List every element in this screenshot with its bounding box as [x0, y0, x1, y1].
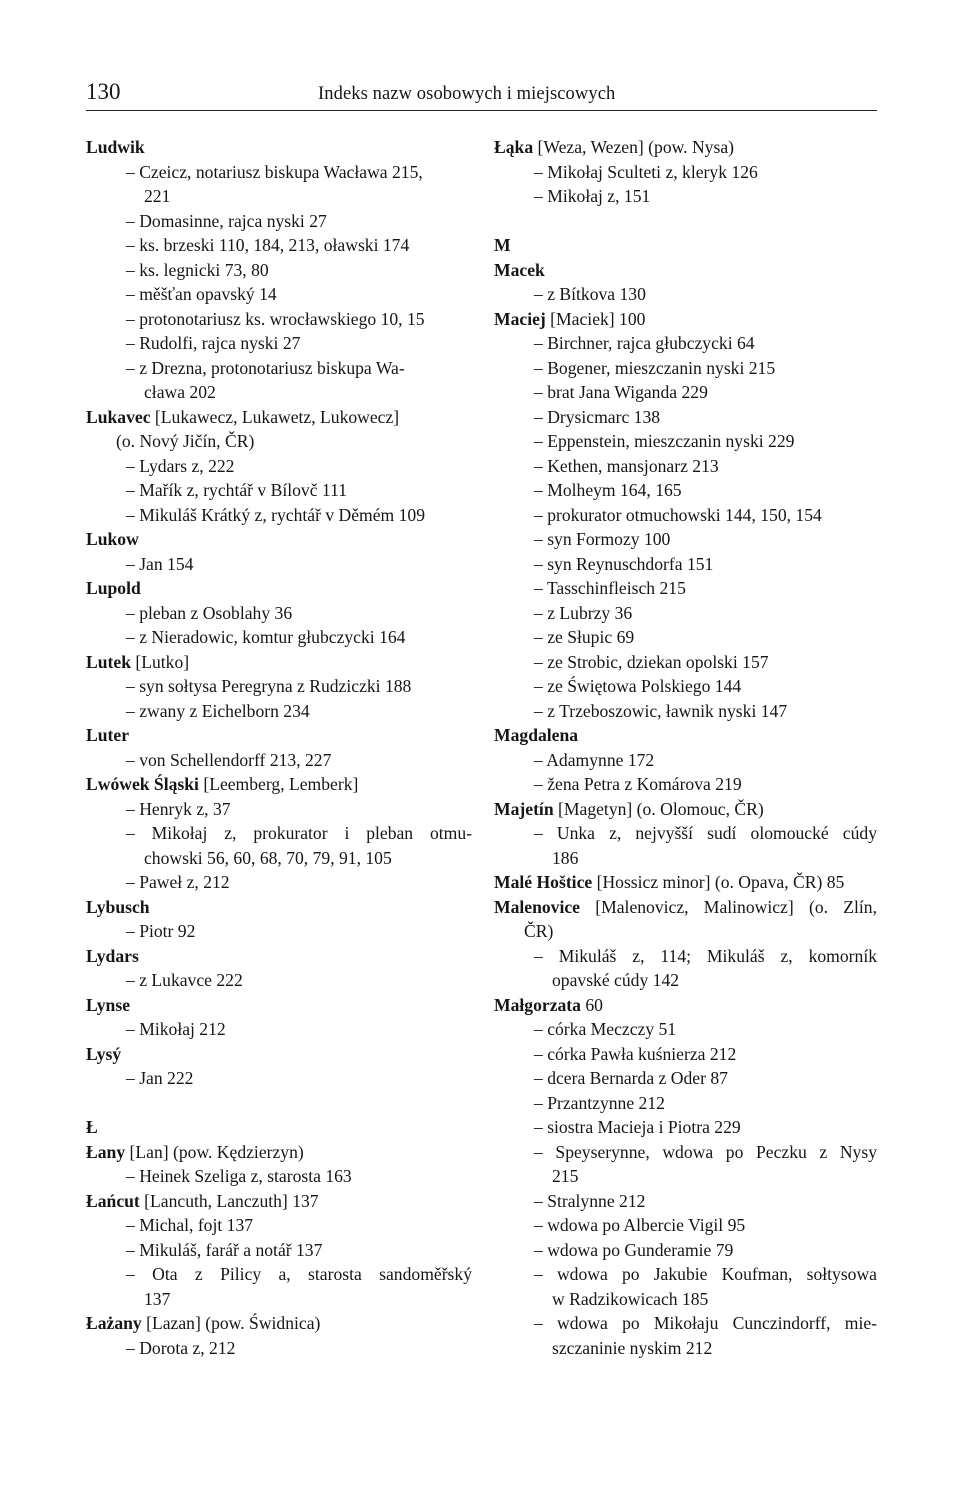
index-entry-heading	[494, 797, 877, 822]
index-subentry-continuation: w Radzikowicach 185	[552, 1288, 709, 1309]
index-entry-heading	[494, 993, 877, 1018]
index-subentry: – Drysicmarc 138	[534, 406, 661, 427]
index-subentry: – žena Petra z Komárova 219	[534, 774, 742, 794]
index-entry-heading: Lysý	[86, 1043, 122, 1064]
index-subentry: – Mikuláš, farář a notář 137	[126, 1239, 323, 1260]
index-subentry: – Unka z, nejvyšší sudí olomoucké cúdy	[534, 823, 877, 843]
index-entry-heading: M	[494, 235, 511, 255]
section-gap	[86, 1091, 472, 1116]
index-subentry-continuation: 215	[552, 1166, 579, 1186]
index-column-right	[494, 135, 877, 1360]
index-entry-term: Majetín	[494, 798, 554, 819]
index-entry-term: Łany	[86, 1141, 126, 1162]
index-entry-term: Lwówek Śląski	[86, 774, 199, 794]
index-entry-variants: [Lazan] (pow. Świdnica)	[141, 1313, 321, 1333]
index-entry-variants: [Malenovicz, Malinowicz] (o. Zlín,	[579, 896, 877, 917]
index-entry-heading: Macek	[494, 259, 545, 280]
index-subentry: – Michal, fojt 137	[126, 1215, 254, 1235]
index-subentry-continuation: 186	[552, 847, 579, 868]
index-entry-term: Łańcut	[86, 1190, 140, 1211]
index-subentry: – Bogener, mieszczanin nyski 215	[534, 357, 776, 378]
index-subentry: – Henryk z, 37	[126, 798, 231, 819]
index-entry-heading	[494, 135, 877, 160]
index-subentry: – Eppenstein, mieszczanin nyski 229	[534, 431, 795, 451]
index-entry-heading	[86, 650, 472, 675]
index-subentry: – Lydars z, 222	[126, 455, 235, 476]
index-subentry: – Rudolfi, rajca nyski 27	[126, 333, 301, 353]
index-entry-heading	[86, 772, 472, 797]
index-entry-term: Małgorzata	[494, 994, 581, 1015]
index-subentry-continuation: szczaninie nyskim 212	[552, 1337, 713, 1358]
index-subentry: – z Nieradowic, komtur głubczycki 164	[126, 627, 406, 647]
index-subentry: – Heinek Szeliga z, starosta 163	[126, 1166, 352, 1186]
index-entry-variants: 60	[580, 994, 603, 1015]
index-subentry: – z Trzeboszowic, ławnik nyski 147	[534, 700, 788, 721]
index-entry-heading: Ludwik	[86, 137, 145, 157]
index-subentry: – z Lubrzy 36	[534, 602, 633, 623]
index-entry-heading: Lydars	[86, 945, 139, 966]
index-subentry: – brat Jana Wiganda 229	[534, 382, 708, 402]
index-entry-heading: Lupold	[86, 578, 141, 598]
index-subentry: – Mikołaj z, 151	[534, 186, 651, 206]
index-subentry: – ks. brzeski 110, 184, 213, oławski 174	[126, 235, 410, 255]
index-subentry: – wdowa po Mikołaju Cunczindorff, mie-	[534, 1313, 877, 1333]
index-subentry: – wdowa po Jakubie Koufman, sołtysowa	[534, 1264, 877, 1284]
index-subentry: – wdowa po Albercie Vigil 95	[534, 1215, 746, 1235]
index-entry-term: Łażany	[86, 1313, 142, 1333]
index-entry-term: Łąka	[494, 137, 534, 157]
index-subentry-continuation: 221	[144, 186, 171, 206]
index-entry-heading	[494, 307, 877, 332]
index-subentry: – Adamynne 172	[534, 749, 655, 770]
index-subentry: – ks. legnicki 73, 80	[126, 259, 269, 280]
index-entry-heading	[494, 870, 877, 895]
index-subentry: – Dorota z, 212	[126, 1337, 236, 1358]
index-entry-heading: Magdalena	[494, 725, 579, 745]
index-entry-heading: Lybusch	[86, 896, 150, 917]
index-subentry: – ze Świętowa Polskiego 144	[534, 676, 742, 696]
index-entry-continuation: (o. Nový Jičín, ČR)	[116, 431, 255, 451]
index-subentry: – Mikołaj z, prokurator i pleban otmu-	[126, 823, 472, 843]
index-subentry: – ze Strobic, dziekan opolski 157	[534, 651, 769, 672]
index-entry-continuation: ČR)	[524, 921, 554, 941]
index-entry-variants: [Lancuth, Lanczuth] 137	[139, 1190, 319, 1211]
index-subentry: – Mikuláš z, 114; Mikuláš z, komorník	[534, 945, 877, 966]
index-subentry-continuation: chowski 56, 60, 68, 70, 79, 91, 105	[144, 847, 392, 868]
section-gap	[494, 209, 877, 234]
index-subentry: – Jan 154	[126, 553, 194, 574]
index-subentry: – córka Pawła kuśnierza 212	[534, 1043, 737, 1064]
index-subentry: – Birchner, rajca głubczycki 64	[534, 333, 755, 353]
index-entry-variants: [Lan] (pow. Kędzierzyn)	[125, 1141, 304, 1162]
index-entry-heading	[86, 405, 472, 430]
index-entry-variants: [Hossicz minor] (o. Opava, ČR) 85	[592, 872, 845, 892]
index-entry-heading: Ł	[86, 1117, 98, 1137]
page-header	[86, 78, 877, 111]
index-entry-term: Lutek	[86, 651, 131, 672]
index-subentry: – Mikuláš Krátký z, rychtář v Děmém 109	[126, 504, 426, 525]
index-entry-heading: Luter	[86, 725, 129, 745]
running-title: Indeks nazw osobowych i miejscowych	[318, 84, 616, 104]
index-entry-term: Malé Hoštice	[494, 872, 593, 892]
index-entry-variants: [Weza, Wezen] (pow. Nysa)	[533, 137, 734, 157]
index-subentry: – Ota z Pilicy a, starosta sandoměřský	[126, 1264, 472, 1284]
index-subentry: – Kethen, mansjonarz 213	[534, 455, 719, 476]
index-subentry: – Przantzynne 212	[534, 1092, 665, 1113]
index-subentry: – pleban z Osoblahy 36	[126, 602, 293, 623]
index-subentry: – syn Formozy 100	[534, 529, 671, 549]
index-subentry: – Mikołaj 212	[126, 1019, 226, 1039]
index-entry-variants: [Magetyn] (o. Olomouc, ČR)	[553, 798, 764, 819]
index-entry-variants: [Maciek] 100	[545, 308, 646, 329]
index-subentry: – Mařík z, rychtář v Bílovč 111	[126, 480, 348, 500]
index-entry-heading	[86, 1140, 472, 1165]
index-entry-term: Malenovice	[494, 896, 580, 917]
index-entry-term: Maciej	[494, 308, 546, 329]
index-subentry: – von Schellendorff 213, 227	[126, 749, 332, 770]
index-entry-heading	[86, 1311, 472, 1336]
index-subentry: – syn Reynuschdorfa 151	[534, 553, 714, 574]
index-subentry: – Paweł z, 212	[126, 872, 230, 892]
index-subentry: – ze Słupic 69	[534, 627, 635, 647]
index-subentry: – Mikołaj Sculteti z, kleryk 126	[534, 161, 758, 182]
index-subentry: – wdowa po Gunderamie 79	[534, 1239, 734, 1260]
index-entry-variants: [Lutko]	[130, 651, 190, 672]
index-entry-heading: Lukow	[86, 529, 139, 549]
index-subentry: – Tasschinfleisch 215	[534, 578, 686, 598]
index-subentry: – Molheym 164, 165	[534, 480, 682, 500]
index-entry-heading	[86, 1189, 472, 1214]
index-subentry: – córka Meczczy 51	[534, 1019, 677, 1039]
index-subentry: – siostra Macieja i Piotra 229	[534, 1117, 741, 1137]
index-column-left	[86, 135, 472, 1360]
index-subentry: – syn sołtysa Peregryna z Rudziczki 188	[126, 676, 412, 696]
index-subentry: – z Lukavce 222	[126, 970, 243, 990]
page-number: 130	[86, 79, 121, 104]
index-subentry: – Jan 222	[126, 1068, 194, 1088]
index-subentry: – z Drezna, protonotariusz biskupa Wa-	[126, 357, 405, 378]
index-entry-term: Lukavec	[86, 406, 151, 427]
index-entry-variants: [Leemberg, Lemberk]	[198, 774, 359, 794]
index-subentry: – Domasinne, rajca nyski 27	[126, 210, 327, 231]
index-subentry: – Czeicz, notariusz biskupa Wacława 215,	[126, 161, 423, 182]
index-subentry: – Speyserynne, wdowa po Peczku z Nysy	[534, 1141, 877, 1162]
index-subentry: – zwany z Eichelborn 234	[126, 700, 310, 721]
index-subentry: – Piotr 92	[126, 921, 196, 941]
index-entry-heading	[494, 895, 877, 920]
index-subentry: – dcera Bernarda z Oder 87	[534, 1068, 728, 1088]
index-subentry: – z Bítkova 130	[534, 284, 646, 304]
index-subentry: – Stralynne 212	[534, 1190, 646, 1211]
index-entry-variants: [Lukawecz, Lukawetz, Lukowecz]	[150, 406, 400, 427]
index-subentry-continuation: cława 202	[144, 382, 216, 402]
index-subentry: – prokurator otmuchowski 144, 150, 154	[534, 504, 822, 525]
index-subentry: – měšťan opavský 14	[126, 284, 277, 304]
index-subentry-continuation: 137	[144, 1288, 171, 1309]
index-entry-heading: Lynse	[86, 994, 131, 1015]
index-subentry: – protonotariusz ks. wrocławskiego 10, 15	[126, 308, 425, 329]
index-subentry-continuation: opavské cúdy 142	[552, 970, 680, 990]
